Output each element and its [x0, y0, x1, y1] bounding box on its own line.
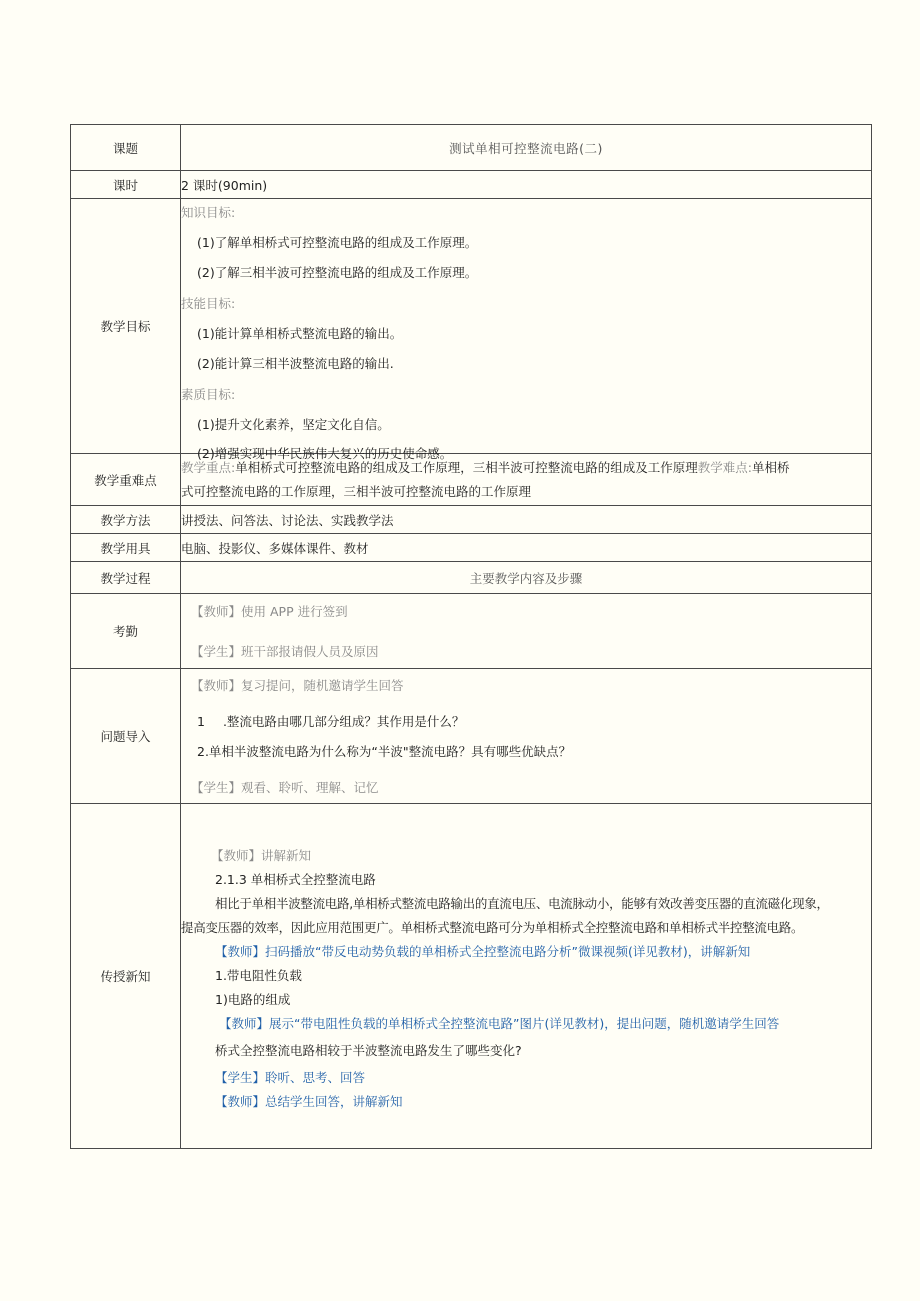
difficulty-text-cont: 式可控整流电路的工作原理，三相半波可控整流电路的工作原理	[181, 483, 532, 499]
key-point-text: 单相桥式可控整流电路的组成及工作原理，三相半波可控整流电路的组成及工作原理	[235, 459, 698, 475]
teach-teacher-picture: 【教师】展示“带电阻性负载的单相桥式全控整流电路”图片(详见教材)，提出问题，随机邀请学生回答	[219, 1016, 780, 1031]
difficulty-text: 单相桥	[751, 459, 790, 475]
intro-teacher: 【教师】复习提问，随机邀请学生回答	[191, 678, 404, 693]
intro-question-2: 2.单相半波整流电路为什么称为“半波"整流电路？具有哪些优缺点？	[197, 744, 572, 759]
quality-title: 素质目标:	[181, 387, 236, 402]
key-points-label: 教学重难点	[71, 454, 181, 506]
attendance-cell	[181, 594, 872, 669]
teach-composition-heading: 1)电路的组成	[215, 992, 291, 1007]
process-label: 教学过程	[71, 562, 181, 594]
tools-value: 电脑、投影仪、多媒体课件、教材	[181, 534, 872, 562]
knowledge-item-1: (1)了解单相桥式可控整流电路的组成及工作原理。	[197, 235, 478, 250]
knowledge-item-2: (2)了解三相半波可控整流电路的组成及工作原理。	[197, 265, 478, 280]
key-point-label: 教学重点:	[181, 459, 236, 475]
teach-cell	[181, 804, 872, 1149]
teach-paragraph-line-2: 提高变压器的效率，因此应用范围更广。单相桥式整流电路可分为单相桥式全控整流电路和单相桥式半控整流电路。	[181, 920, 804, 935]
hours-value: 2 课时(90min)	[181, 171, 872, 199]
topic-label: 课题	[71, 125, 181, 171]
intro-question-1-number: 1	[197, 714, 205, 729]
teach-label: 传授新知	[71, 804, 181, 1149]
teach-question: 桥式全控整流电路相较于半波整流电路发生了哪些变化?	[215, 1043, 522, 1058]
teach-load-heading: 1.带电阻性负载	[215, 968, 302, 983]
knowledge-title: 知识目标:	[181, 205, 236, 220]
teach-section-title: 2.1.3 单相桥式全控整流电路	[215, 872, 376, 887]
attendance-teacher: 【教师】使用 APP 进行签到	[191, 604, 348, 619]
intro-cell	[181, 669, 872, 804]
skill-item-1: (1)能计算单相桥式整流电路的输出。	[197, 326, 403, 341]
skill-item-2: (2)能计算三相半波整流电路的输出.	[197, 356, 394, 371]
skill-title: 技能目标:	[181, 296, 236, 311]
teach-teacher-summary: 【教师】总结学生回答，讲解新知	[215, 1094, 403, 1109]
methods-label: 教学方法	[71, 506, 181, 534]
intro-question-1	[181, 712, 871, 730]
goals-cell	[181, 199, 872, 461]
difficulty-label: 教学难点:	[697, 459, 752, 475]
intro-student: 【学生】观看、聆听、理解、记忆	[191, 780, 379, 795]
intro-label: 问题导入	[71, 669, 181, 804]
teach-paragraph-line-1: 相比于单相半波整流电路,单相桥式整流电路输出的直流电压、电流脉动小，能够有效改善变压器的直流磁化现象，	[215, 896, 829, 911]
teach-student: 【学生】聆听、思考、回答	[215, 1070, 366, 1085]
attendance-label: 考勤	[71, 594, 181, 669]
intro-question-1-text: .整流电路由哪几部分组成？其作用是什么？	[222, 714, 465, 729]
hours-label: 课时	[71, 171, 181, 199]
teach-teacher-1: 【教师】讲解新知	[211, 848, 312, 863]
topic-title: 测试单相可控整流电路(二)	[181, 125, 872, 171]
tools-label: 教学用具	[71, 534, 181, 562]
goals-label: 教学目标	[71, 199, 181, 454]
quality-item-1: (1)提升文化素养，坚定文化自信。	[197, 417, 390, 432]
quality-item-2: (2)增强实现中华民族伟大复兴的历史使命感。	[197, 446, 453, 461]
methods-value: 讲授法、问答法、讨论法、实践教学法	[181, 506, 872, 534]
goals-list	[181, 199, 871, 461]
attendance-student: 【学生】班干部报请假人员及原因	[191, 644, 379, 659]
teach-teacher-video: 【教师】扫码播放“带反电动势负载的单相桥式全控整流电路分析”微课视频(详见教材)，讲解新知	[215, 944, 751, 959]
lesson-plan-table	[70, 124, 872, 1149]
process-header: 主要教学内容及步骤	[181, 562, 872, 594]
